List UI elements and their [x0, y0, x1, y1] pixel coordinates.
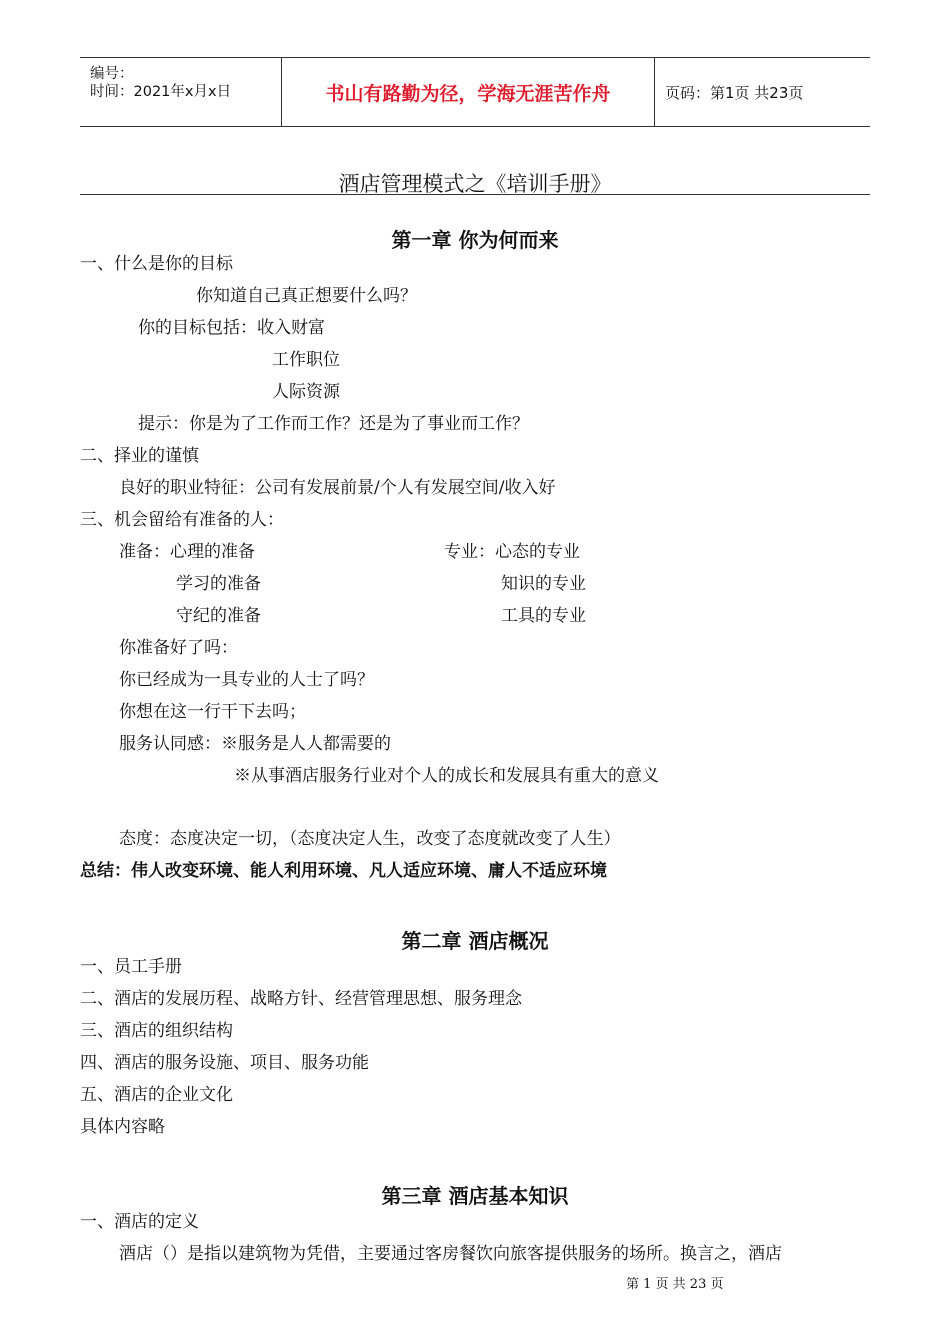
list-item: 五、酒店的企业文化 — [80, 1085, 233, 1105]
body-line: 你已经成为一具专业的人士了吗？ — [119, 670, 374, 690]
page-footer: 第 1 页 共 23 页 — [626, 1277, 724, 1292]
document-date-label: 时间：2021年x月x日 — [90, 84, 232, 100]
body-line: 你想在这一行干下去吗； — [119, 702, 306, 722]
header-motto-cell — [282, 58, 655, 126]
body-line: 提示：你是为了工作而工作？还是为了事业而工作？ — [138, 414, 529, 434]
body-line: 工具的专业 — [501, 606, 586, 626]
section-heading: 一、酒店的定义 — [80, 1212, 199, 1232]
chapter-3-heading: 第三章 酒店基本知识 — [381, 1184, 569, 1208]
chapter-summary: 总结：伟人改变环境、能人利用环境、凡人适应环境、庸人不适应环境 — [80, 861, 607, 881]
section-heading: 二、择业的谨慎 — [80, 446, 199, 466]
title-divider — [80, 194, 870, 195]
body-line: 你知道自己真正想要什么吗？ — [196, 286, 417, 306]
body-line: 知识的专业 — [501, 574, 586, 594]
body-line: 服务认同感：※服务是人人都需要的 — [119, 734, 391, 754]
list-item: 四、酒店的服务设施、项目、服务功能 — [80, 1053, 369, 1073]
body-line: 你准备好了吗： — [119, 638, 238, 658]
list-item: 二、酒店的发展历程、战略方针、经营管理思想、服务理念 — [80, 989, 522, 1009]
chapter-2-heading: 第二章 酒店概况 — [401, 929, 549, 953]
body-line: 准备：心理的准备 — [119, 542, 255, 562]
body-line: ※从事酒店服务行业对个人的成长和发展具有重大的意义 — [234, 766, 659, 786]
header-table — [80, 57, 870, 127]
section-heading: 一、什么是你的目标 — [80, 254, 233, 274]
body-line: 态度：态度决定一切，（态度决定人生，改变了态度就改变了人生） — [119, 829, 621, 849]
document-number-label: 编号： — [90, 66, 134, 82]
body-line: 守纪的准备 — [176, 606, 261, 626]
section-heading: 三、机会留给有准备的人： — [80, 510, 284, 530]
chapter-1-heading: 第一章 你为何而来 — [391, 228, 559, 252]
body-line: 你的目标包括：收入财富 — [138, 318, 325, 338]
header-page-number: 页码：第1页 共23页 — [665, 84, 804, 102]
header-page-cell — [655, 58, 870, 126]
body-line: 人际资源 — [272, 382, 340, 402]
header-info-cell — [80, 58, 282, 126]
list-item: 具体内容略 — [80, 1117, 165, 1137]
body-line: 酒店（）是指以建筑物为凭借，主要通过客房餐饮向旅客提供服务的场所。换言之，酒店 — [119, 1244, 782, 1264]
document-title: 酒店管理模式之《培训手册》 — [338, 172, 612, 196]
body-line: 专业：心态的专业 — [444, 542, 580, 562]
header-motto: 书山有路勤为径，学海无涯苦作舟 — [325, 83, 611, 105]
list-item: 三、酒店的组织结构 — [80, 1021, 233, 1041]
list-item: 一、员工手册 — [80, 957, 182, 977]
body-line: 良好的职业特征：公司有发展前景/个人有发展空间/收入好 — [119, 478, 556, 498]
body-line: 学习的准备 — [176, 574, 261, 594]
body-line: 工作职位 — [272, 350, 340, 370]
